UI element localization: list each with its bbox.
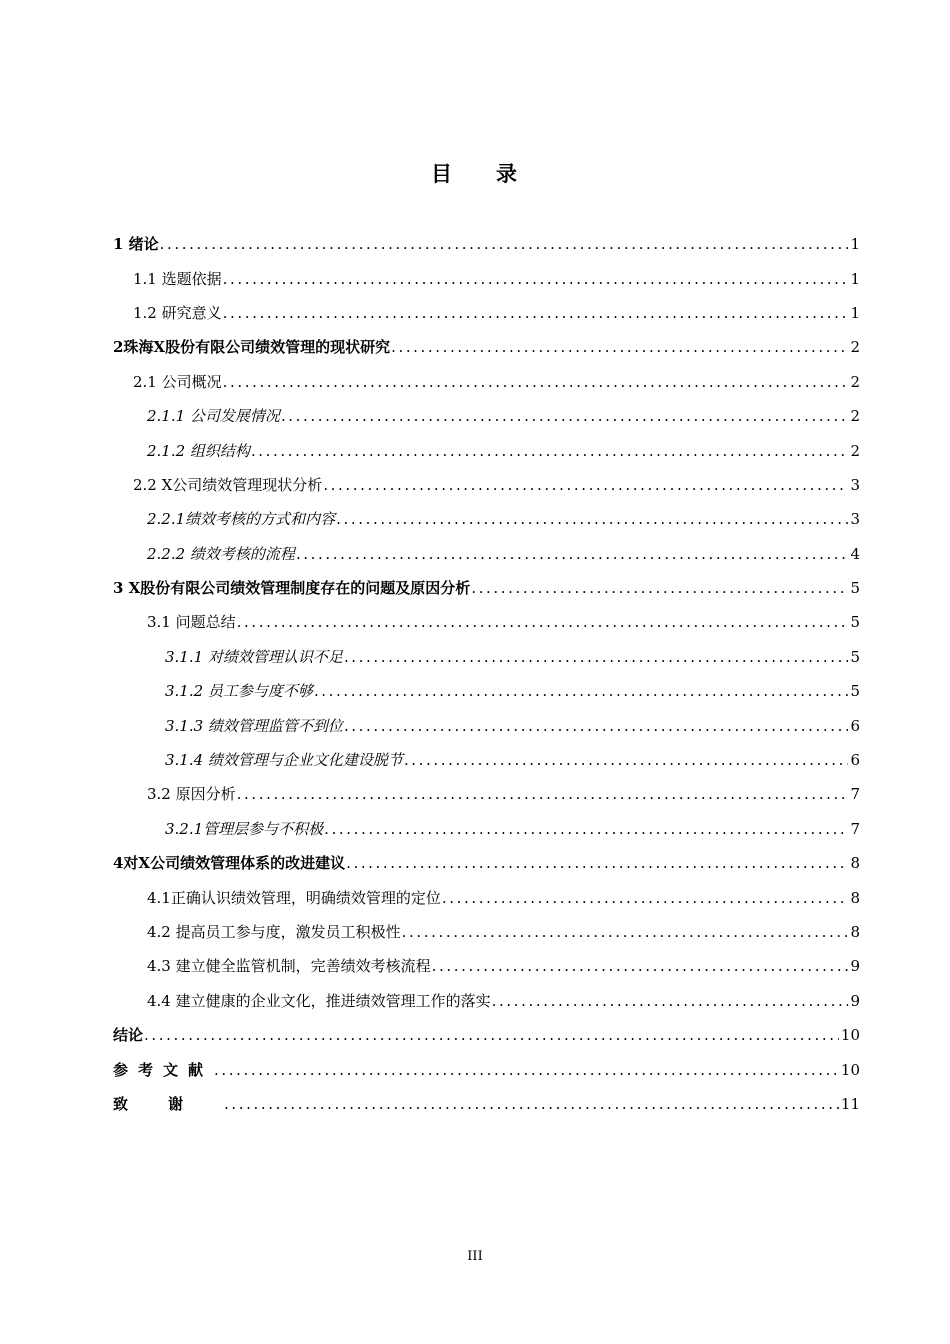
- toc-entry-page: 2: [850, 441, 860, 460]
- toc-leader-dots: [432, 956, 849, 976]
- toc-entry[interactable]: [113, 743, 860, 777]
- title-char-left: 目: [431, 161, 454, 186]
- toc-entry-page: 10: [840, 1060, 860, 1079]
- toc-entry-label: 4.1正确认识绩效管理，明确绩效管理的定位: [147, 888, 441, 907]
- table-of-contents: [113, 227, 860, 1121]
- toc-entry-page: 5: [850, 682, 860, 701]
- toc-entry-page: 5: [850, 647, 860, 666]
- toc-entry-label: 3.1.1 对绩效管理认识不足: [165, 647, 343, 666]
- toc-entry[interactable]: [113, 1018, 860, 1052]
- toc-entry-label: 1 绪论: [113, 235, 159, 254]
- toc-entry-label: 4.3 建立健全监管机制，完善绩效考核流程: [147, 957, 431, 976]
- toc-leader-dots: [404, 750, 849, 770]
- toc-entry-label: 3.1.3 绩效管理监管不到位: [165, 716, 343, 735]
- toc-leader-dots: [442, 888, 849, 908]
- toc-leader-dots: [323, 475, 848, 495]
- toc-entry-label: 3.2 原因分析: [147, 785, 236, 804]
- toc-entry-page: 8: [850, 854, 860, 873]
- toc-entry-label: 2.2 X公司绩效管理现状分析: [133, 475, 323, 494]
- toc-entry[interactable]: [113, 365, 860, 399]
- toc-entry-label: 4.2 提高员工参与度，激发员工积极性: [147, 923, 401, 941]
- toc-entry-page: 5: [850, 613, 860, 632]
- toc-entry-label: 2.1 公司概况: [133, 372, 222, 391]
- toc-entry[interactable]: [113, 468, 860, 502]
- toc-entry-label: 3.1.2 员工参与度不够: [165, 682, 313, 701]
- toc-entry-page: 7: [850, 785, 860, 804]
- toc-entry[interactable]: [113, 605, 860, 639]
- toc-leader-dots: [346, 853, 848, 873]
- toc-entry[interactable]: [113, 399, 860, 433]
- toc-entry-page: 9: [850, 957, 860, 976]
- toc-entry-page: 1: [850, 235, 860, 254]
- toc-entry[interactable]: [113, 571, 860, 605]
- toc-entry[interactable]: [113, 880, 860, 914]
- toc-entry-page: 8: [850, 888, 860, 907]
- toc-entry[interactable]: [113, 846, 860, 880]
- toc-leader-dots: [224, 1094, 839, 1114]
- toc-entry-page: 7: [850, 819, 860, 838]
- toc-leader-dots: [281, 406, 849, 426]
- toc-entry-label: 1.2 研究意义: [133, 303, 222, 322]
- toc-leader-dots: [471, 578, 848, 598]
- toc-entry-page: 6: [850, 751, 860, 770]
- title-char-right: 录: [496, 161, 519, 186]
- toc-entry-page: 10: [840, 1026, 860, 1045]
- toc-leader-dots: [144, 1025, 839, 1045]
- toc-entry-label: 致谢: [113, 1094, 224, 1113]
- toc-entry[interactable]: [113, 915, 860, 949]
- toc-entry-label: 参考文献: [113, 1060, 214, 1079]
- toc-leader-dots: [223, 303, 849, 323]
- toc-entry-label: 2.2.1绩效考核的方式和内容: [147, 510, 336, 529]
- toc-leader-dots: [237, 784, 849, 804]
- toc-leader-dots: [324, 819, 848, 839]
- page-title: [0, 158, 950, 188]
- toc-leader-dots: [223, 269, 849, 289]
- toc-entry[interactable]: [113, 708, 860, 742]
- toc-entry[interactable]: [113, 1052, 860, 1086]
- toc-entry-page: 8: [850, 923, 860, 941]
- toc-leader-dots: [391, 337, 848, 357]
- toc-entry[interactable]: [113, 984, 860, 1018]
- toc-leader-dots: [237, 612, 849, 632]
- toc-entry[interactable]: [113, 949, 860, 983]
- toc-entry-label: 3.1 问题总结: [147, 613, 236, 632]
- toc-entry-label: 4.4 建立健康的企业文化，推进绩效管理工作的落实: [147, 991, 491, 1010]
- toc-entry-label: 2.1.1 公司发展情况: [147, 407, 280, 426]
- toc-entry[interactable]: [113, 261, 860, 295]
- toc-entry-label: 2珠海X股份有限公司绩效管理的现状研究: [113, 338, 391, 357]
- toc-leader-dots: [402, 922, 849, 942]
- toc-leader-dots: [296, 544, 849, 564]
- toc-entry-label: 4对X公司绩效管理体系的改进建议: [113, 854, 346, 873]
- toc-entry-page: 2: [850, 338, 860, 357]
- toc-entry[interactable]: [113, 812, 860, 846]
- page-number: III: [467, 1249, 483, 1264]
- toc-leader-dots: [344, 647, 849, 667]
- toc-entry[interactable]: [113, 1087, 860, 1121]
- toc-leader-dots: [344, 716, 849, 736]
- toc-entry-page: 11: [840, 1094, 860, 1113]
- toc-entry-label: 1.1 选题依据: [133, 269, 222, 288]
- toc-leader-dots: [336, 509, 848, 529]
- toc-entry[interactable]: [113, 330, 860, 364]
- toc-leader-dots: [214, 1060, 839, 1080]
- toc-entry-label: 2.2.2 绩效考核的流程: [147, 544, 295, 563]
- toc-leader-dots: [160, 234, 849, 254]
- toc-entry[interactable]: [113, 296, 860, 330]
- toc-leader-dots: [223, 372, 849, 392]
- toc-entry-label: 结论: [113, 1026, 144, 1045]
- toc-leader-dots: [314, 681, 849, 701]
- toc-entry[interactable]: [113, 433, 860, 467]
- toc-entry-label: 3 X股份有限公司绩效管理制度存在的问题及原因分析: [113, 579, 471, 598]
- toc-entry-label: 2.1.2 组织结构: [147, 441, 250, 460]
- toc-entry-label: 3.2.1管理层参与不积极: [165, 819, 324, 838]
- toc-entry[interactable]: [113, 502, 860, 536]
- toc-entry-page: 1: [850, 269, 860, 288]
- toc-entry-page: 3: [850, 510, 860, 529]
- toc-entry-page: 2: [850, 407, 860, 426]
- toc-entry-page: 9: [850, 991, 860, 1010]
- toc-entry[interactable]: [113, 227, 860, 261]
- toc-entry-label: 3.1.4 绩效管理与企业文化建设脱节: [165, 751, 403, 770]
- toc-entry[interactable]: [113, 640, 860, 674]
- toc-entry[interactable]: [113, 537, 860, 571]
- toc-entry[interactable]: [113, 777, 860, 811]
- toc-entry-page: 2: [850, 372, 860, 391]
- toc-leader-dots: [251, 441, 849, 461]
- toc-entry-page: 3: [850, 475, 860, 494]
- toc-entry[interactable]: [113, 674, 860, 708]
- toc-entry-page: 1: [850, 303, 860, 322]
- toc-entry-page: 5: [850, 579, 860, 598]
- toc-leader-dots: [492, 991, 849, 1011]
- toc-entry-page: 6: [850, 716, 860, 735]
- toc-entry-page: 4: [850, 544, 860, 563]
